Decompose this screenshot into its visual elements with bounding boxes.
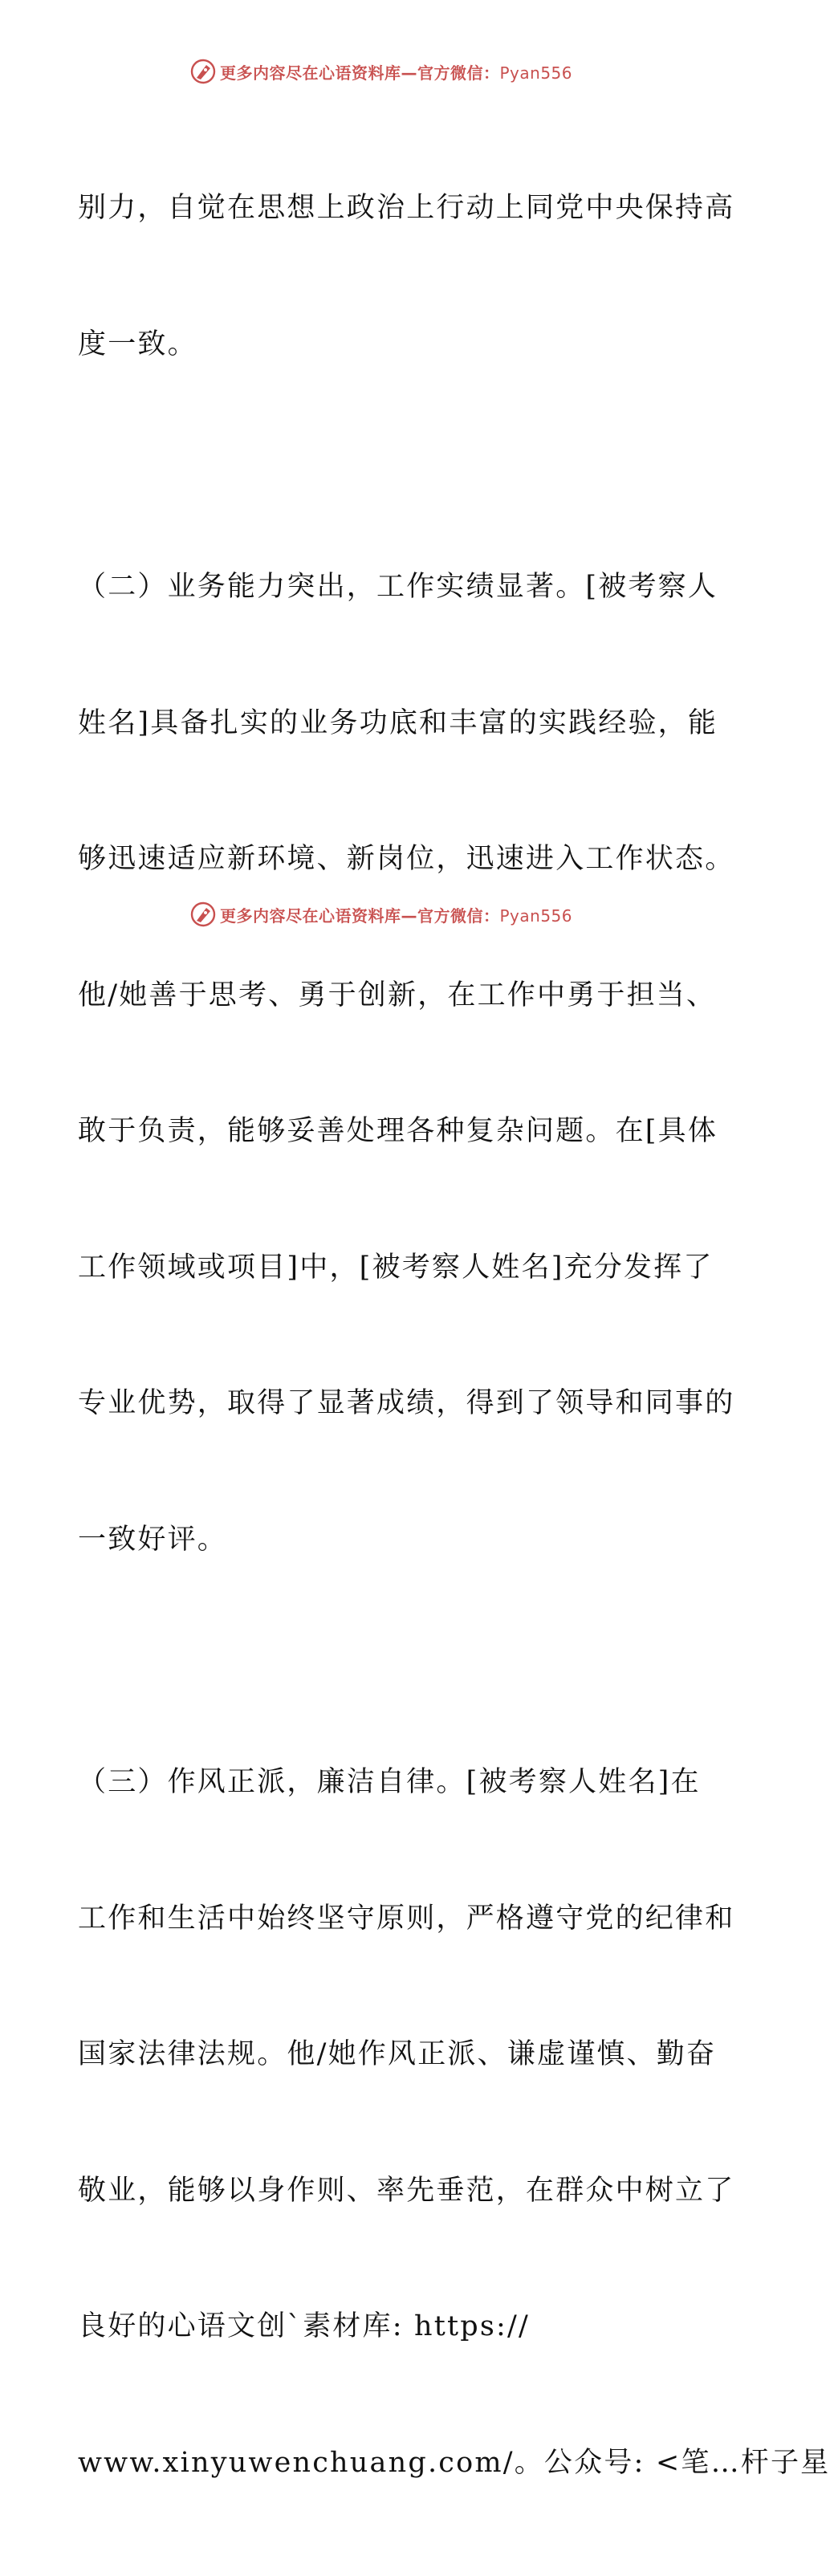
text-line: 够迅速适应新环境、新岗位，迅速进入工作状态。 — [78, 843, 735, 875]
text-line: 度一致。 — [78, 328, 197, 360]
footer-banner-text: 更多内容尽在心语资料库—官方微信：Pyan556 — [220, 905, 573, 926]
text-line: （三）作风正派，廉洁自律。[被考察人姓名]在 — [78, 1766, 701, 1798]
paragraph-3 — [78, 1669, 830, 2576]
pen-nib-logo-icon — [189, 901, 217, 928]
text-line: 敢于负责，能够妥善处理各种复杂问题。在[具体 — [78, 1115, 718, 1147]
text-line: www.xinyuwenchuang.com/。公众号: <笔…杆子星 — [78, 2446, 830, 2479]
paragraph-1 — [78, 95, 735, 458]
header-banner-text: 更多内容尽在心语资料库—官方微信：Pyan556 — [220, 63, 573, 83]
text-line: 姓名]具备扎实的业务功底和丰富的实践经验，能 — [78, 706, 718, 739]
text-line: （二）业务能力突出，工作实绩显著。[被考察人 — [78, 571, 718, 603]
text-line: 工作领域或项目]中，[被考察人姓名]充分发挥了 — [78, 1251, 714, 1284]
text-line: 专业优势，取得了显著成绩，得到了领导和同事的 — [78, 1387, 735, 1419]
text-line: 国家法律法规。他/她作风正派、谦虚谨慎、勤奋 — [78, 2038, 717, 2070]
text-line: 工作和生活中始终坚守原则，严格遵守党的纪律和 — [78, 1902, 735, 1935]
footer-banner — [189, 901, 572, 928]
text-line: 别力，自觉在思想上政治上行动上同党中央保持高 — [78, 192, 735, 224]
paragraph-2 — [78, 474, 735, 1653]
text-line: 敬业，能够以身作则、率先垂范，在群众中树立了 — [78, 2174, 735, 2207]
text-line: 他/她善于思考、勇于创新，在工作中勇于担当、 — [78, 979, 717, 1011]
pen-nib-logo-icon — [189, 58, 217, 85]
text-line: 一致好评。 — [78, 1523, 228, 1556]
header-banner — [189, 58, 572, 85]
document-body — [78, 95, 830, 2576]
text-line: 良好的心语文创`素材库: https:// — [78, 2310, 531, 2342]
